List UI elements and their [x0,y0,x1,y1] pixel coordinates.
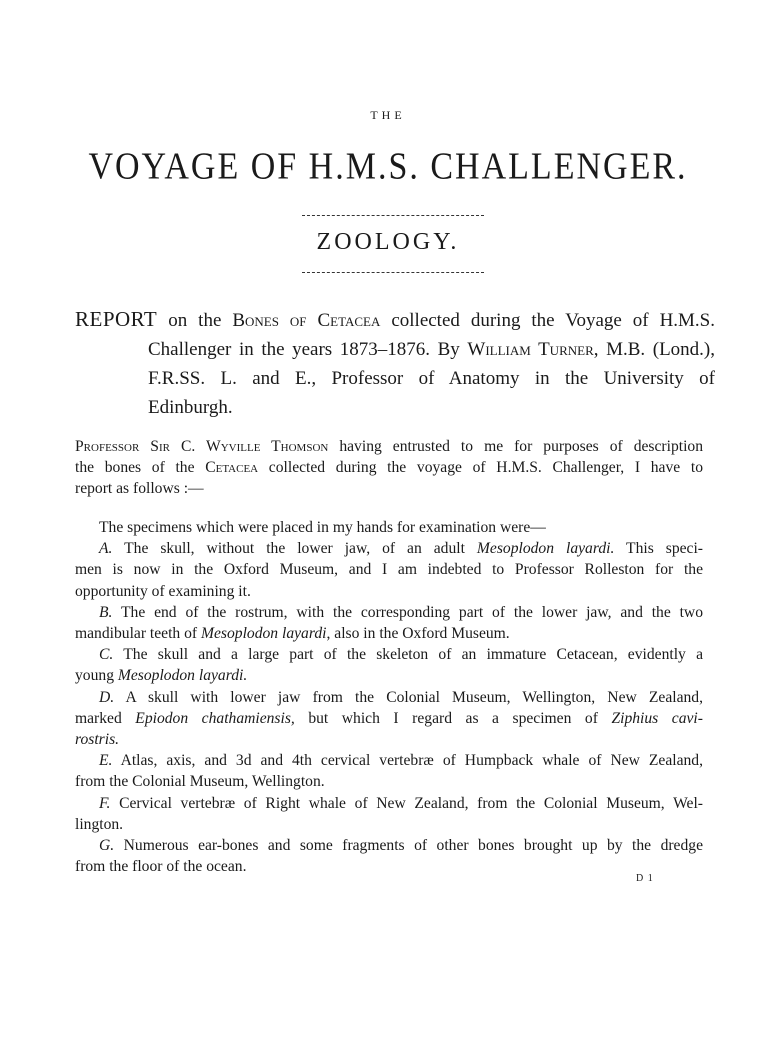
specimen-d-line-2: marked Epiodon chathamiensis, but which I regard as a specimen of Ziphius cavi- [75,709,703,727]
intro-paragraph [75,436,703,499]
specimen-f-line-2: lington. [75,815,124,833]
page-title: VOYAGE OF H.M.S. CHALLENGER. [88,146,688,188]
specimen-g-line-2: from the floor of the ocean. [75,858,247,876]
section-title: ZOOLOGY. [316,229,460,255]
report-line-1: REPORT on the Bones of Cetacea collected during the Voyage of H.M.S. [75,307,716,331]
catchword: D 1 [636,873,654,884]
specimen-b-line-2: mandibular teeth of Mesoplodon layardi, also in the Oxford Museum. [75,625,510,643]
report-heading [75,305,715,422]
specimen-b-line-1: B. The end of the rostrum, with the corresponding part of the lower jaw, and the two [99,603,703,621]
specimen-a-line-2: men is now in the Oxford Museum, and I am indebted to Professor Rolleston for the [75,561,703,579]
report-line-2: Challenger in the years 1873–1876. By William Turner, M.B. (Lond.), [148,339,716,360]
specimen-e-line-2: from the Colonial Museum, Wellington. [75,773,325,791]
specimen-intro: The specimens which were placed in my hands for examination were— [99,519,546,536]
specimen-e-line-1: E. Atlas, axis, and 3d and 4th cervical vertebræ of Humpback whale of New Zealand, [99,752,703,770]
intro-line-3: report as follows :— [75,480,204,497]
specimen-a-line-1: A. The skull, without the lower jaw, of an adult Mesoplodon layardi. This speci- [99,540,703,558]
specimen-list [75,517,703,877]
divider-bottom [302,272,484,273]
specimen-d-line-3: rostris. [75,731,120,749]
specimen-f-line-1: F. Cervical vertebræ of Right whale of New Zealand, from the Colonial Museum, Wel- [99,794,703,812]
specimen-d-line-1: D. A skull with lower jaw from the Colonial Museum, Wellington, New Zealand, [99,688,703,706]
specimen-a-line-3: opportunity of examining it. [75,582,251,600]
intro-line-2: the bones of the Cetacea collected during the voyage of H.M.S. Challenger, I have to [75,459,703,476]
report-line-4: Edinburgh. [148,397,233,418]
intro-line-1: Professor Sir C. Wyville Thomson having entrusted to me for purposes of description [75,438,704,455]
specimen-c-line-2: young Mesoplodon layardi. [75,667,248,685]
specimen-c-line-1: C. The skull and a large part of the skeleton of an immature Cetacean, evidently a [99,646,703,664]
specimen-g-line-1: G. Numerous ear-bones and some fragments of other bones brought up by the dredge [99,837,703,855]
title-prefix: THE [370,108,406,122]
report-line-3: F.R.SS. L. and E., Professor of Anatomy in the University of [148,368,715,389]
divider-top [302,215,484,216]
